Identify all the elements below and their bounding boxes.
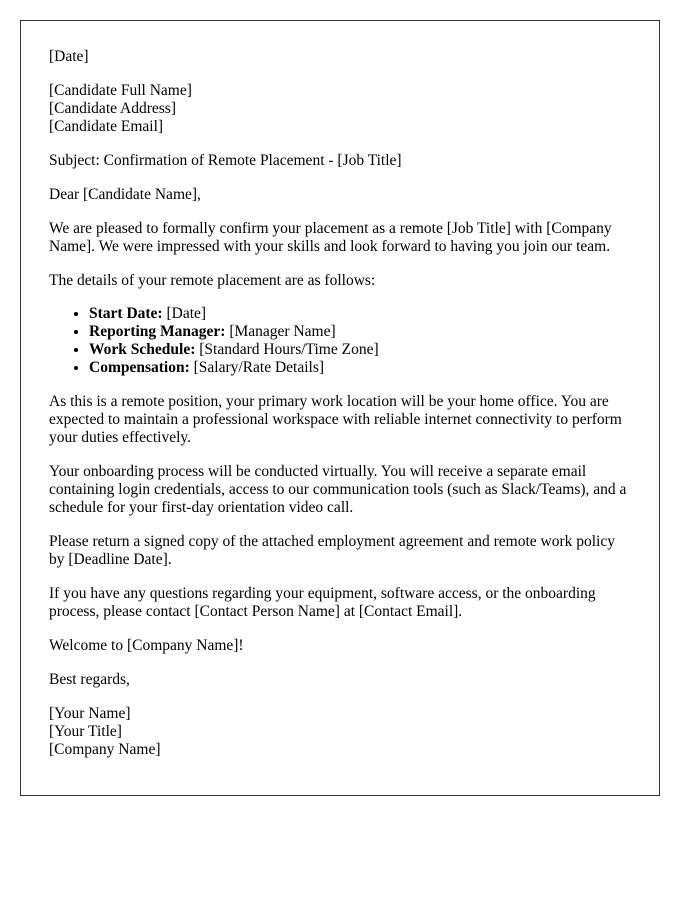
letter-date: [Date] (49, 48, 89, 65)
return-request-block (49, 533, 631, 569)
subject-block (49, 152, 631, 170)
salutation-block (49, 186, 631, 204)
work-location-paragraph: As this is a remote position, your primary work location will be your home office. You are expected to maintain a professional workspace with reliable internet connectivity to perform your duties effectively. (49, 393, 622, 446)
letter (20, 20, 660, 796)
detail-value: [Manager Name] (225, 323, 336, 340)
details-intro: The details of your remote placement are as follows: (49, 272, 376, 289)
list-item (89, 359, 631, 377)
detail-label: Work Schedule: (89, 341, 196, 358)
closing-block (49, 671, 631, 689)
onboarding-block (49, 463, 631, 517)
detail-value: [Salary/Rate Details] (189, 359, 325, 376)
detail-value: [Standard Hours/Time Zone] (195, 341, 379, 358)
list-item (89, 341, 631, 359)
recipient-address: [Candidate Address] (49, 100, 176, 117)
detail-value: [Date] (162, 305, 207, 322)
signature-name: [Your Name] (49, 705, 131, 722)
recipient-block (49, 82, 631, 136)
letter-date-block (49, 48, 631, 66)
welcome-block (49, 637, 631, 655)
signature-title: [Your Title] (49, 723, 122, 740)
list-item (89, 323, 631, 341)
return-request-paragraph: Please return a signed copy of the attached employment agreement and remote work policy by [Deadline Date]. (49, 533, 615, 568)
detail-label: Reporting Manager: (89, 323, 226, 340)
details-intro-block (49, 272, 631, 290)
work-location-block (49, 393, 631, 447)
welcome-line: Welcome to [Company Name]! (49, 637, 244, 654)
detail-label: Compensation: (89, 359, 190, 376)
onboarding-paragraph: Your onboarding process will be conducted virtually. You will receive a separate email containing login credentials, access to our communication tools (such as Slack/Teams), and a schedule for your first-day orientation video call. (49, 463, 627, 516)
placement-details-list (49, 305, 631, 377)
subject-line: Subject: Confirmation of Remote Placement - [Job Title] (49, 152, 402, 169)
salutation: Dear [Candidate Name], (49, 186, 201, 203)
recipient-email: [Candidate Email] (49, 118, 164, 135)
questions-block (49, 585, 631, 621)
detail-label: Start Date: (89, 305, 163, 322)
intro-paragraph: We are pleased to formally confirm your placement as a remote [Job Title] with [Company Name]. We were impressed with your skills and look forward to having you join our team. (49, 220, 612, 255)
recipient-name: [Candidate Full Name] (49, 82, 192, 99)
closing-line: Best regards, (49, 671, 130, 688)
signature-company: [Company Name] (49, 741, 161, 758)
intro-paragraph-block (49, 220, 631, 256)
list-item (89, 305, 631, 323)
signature-block (49, 705, 631, 759)
questions-paragraph: If you have any questions regarding your equipment, software access, or the onboarding process, please contact [Contact Person Name] at [Contact Email]. (49, 585, 596, 620)
